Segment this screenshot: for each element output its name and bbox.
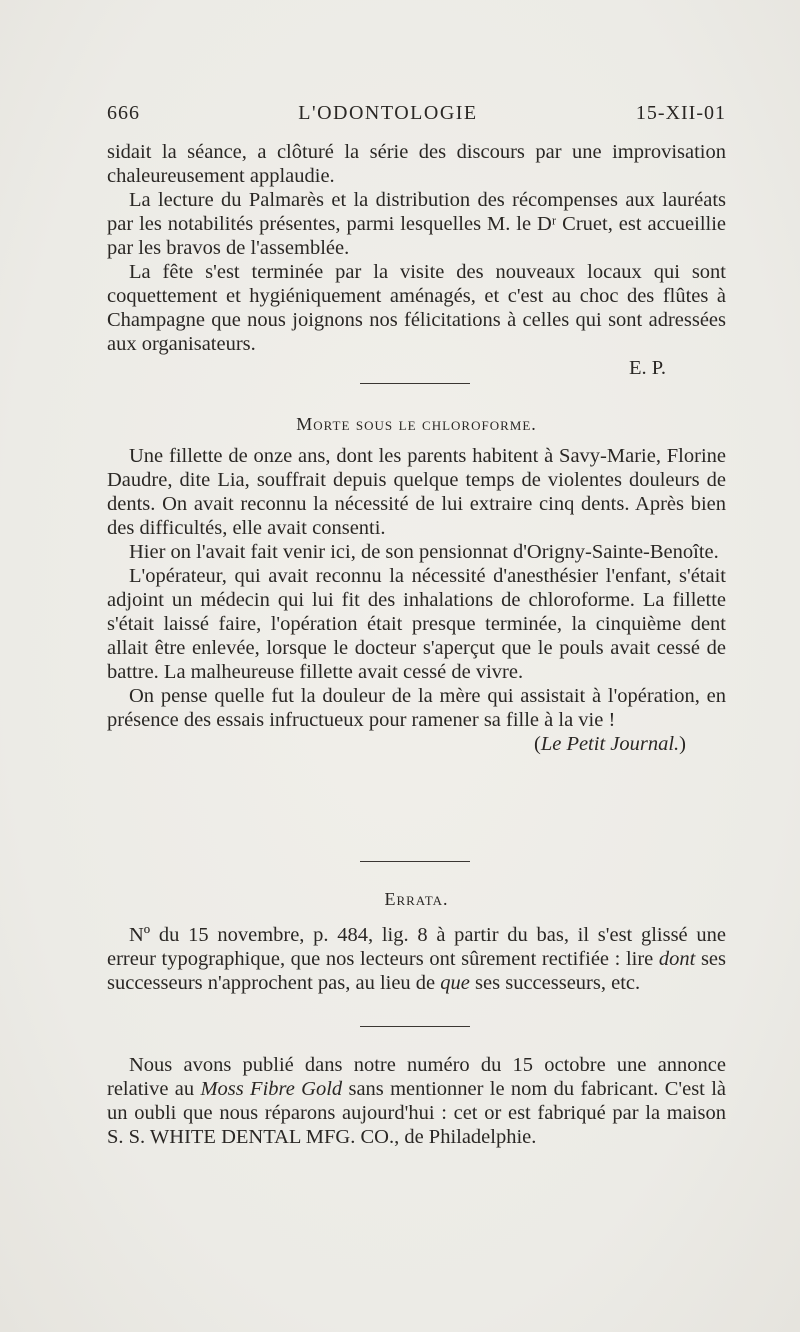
intro-paragraph-3: La fête s'est terminée par la visite des nouveaux locaux qui sont coquettement et hygiéniquement aménagés, et c'est au choc des flûtes à Champagne que nous joignons nos félicitations à celles qui sont adressées aux organisateurs. (107, 261, 726, 355)
issue-date: 15-XII-01 (635, 102, 726, 124)
product-name: Moss Fibre Gold (200, 1078, 343, 1100)
running-header (107, 102, 726, 125)
errata-section (107, 923, 726, 995)
page-number: 666 (107, 102, 140, 124)
article-paragraph-2: Hier on l'avait fait venir ici, de son pensionnat d'Origny-Sainte-Benoîte. (129, 541, 719, 563)
article-paragraph-4: On pense quelle fut la douleur de la mère qui assistait à l'opération, en présence des essais infructueux pour ramener sa fille à la vie ! (107, 685, 726, 731)
intro-paragraph-1: sidait la séance, a clôturé la série des discours par une improvisation chaleureusement applaudie. (107, 141, 726, 187)
article-source: (Le Petit Journal.) (533, 733, 686, 755)
errata-word-dont: dont (658, 948, 696, 970)
intro-paragraph-2: La lecture du Palmarès et la distribution des récompenses aux lauréats par les notabilités présentes, parmi lesquelles M. le Dʳ Cruet, est accueillie par les bravos de l'assemblée. (107, 189, 726, 259)
intro-signature: E. P. (628, 357, 666, 379)
article-paragraph-3: L'opérateur, qui avait reconnu la nécessité d'anesthésier l'enfant, s'était adjoint un médecin qui lui fit des inhalations de chloroforme. La fillette s'était laissé faire, l'opération était presque terminée, la cinquième dent allait être enlevée, lorsque le docteur s'aperçut que le pouls avait cessé de battre. La malheureuse fillette avait cessé de vivre. (107, 565, 726, 683)
errata-title: Errata. (384, 889, 449, 909)
intro-section (107, 140, 726, 380)
notice-paragraph: Nous avons publié dans notre numéro du 15 octobre une annonce relative au Moss Fibre Gold sans mentionner le nom du fabricant. C'est là un oubli que nous réparons aujourd'hui : cet or est fabriqué par la maison S. S. WHITE DENTAL MFG. CO., de Philadelphie. (107, 1054, 726, 1148)
article-paragraph-1: Une fillette de onze ans, dont les parents habitent à Savy-Marie, Florine Daudre, dite Lia, souffrait depuis quelque temps de violentes douleurs de dents. On avait reconnu la nécessité de lui extraire cinq dents. Après bien des difficultés, elle avait consenti. (107, 445, 726, 539)
notice-section (107, 1053, 726, 1149)
section-divider-3 (360, 1026, 470, 1027)
article-section (107, 444, 726, 756)
article-title: Morte sous le chloroforme. (296, 414, 537, 434)
section-divider-2 (360, 861, 470, 862)
section-divider-1 (360, 383, 470, 384)
errata-paragraph: Nº du 15 novembre, p. 484, lig. 8 à partir du bas, il s'est glissé une erreur typographique, que nos lecteurs ont sûrement rectifiée : lire dont ses successeurs n'approchent pas, au lieu de que ses successeurs, etc. (107, 924, 726, 994)
article-source-name: Le Petit Journal. (540, 733, 680, 755)
journal-title: L'ODONTOLOGIE (298, 102, 478, 124)
errata-word-que: que (440, 972, 470, 994)
